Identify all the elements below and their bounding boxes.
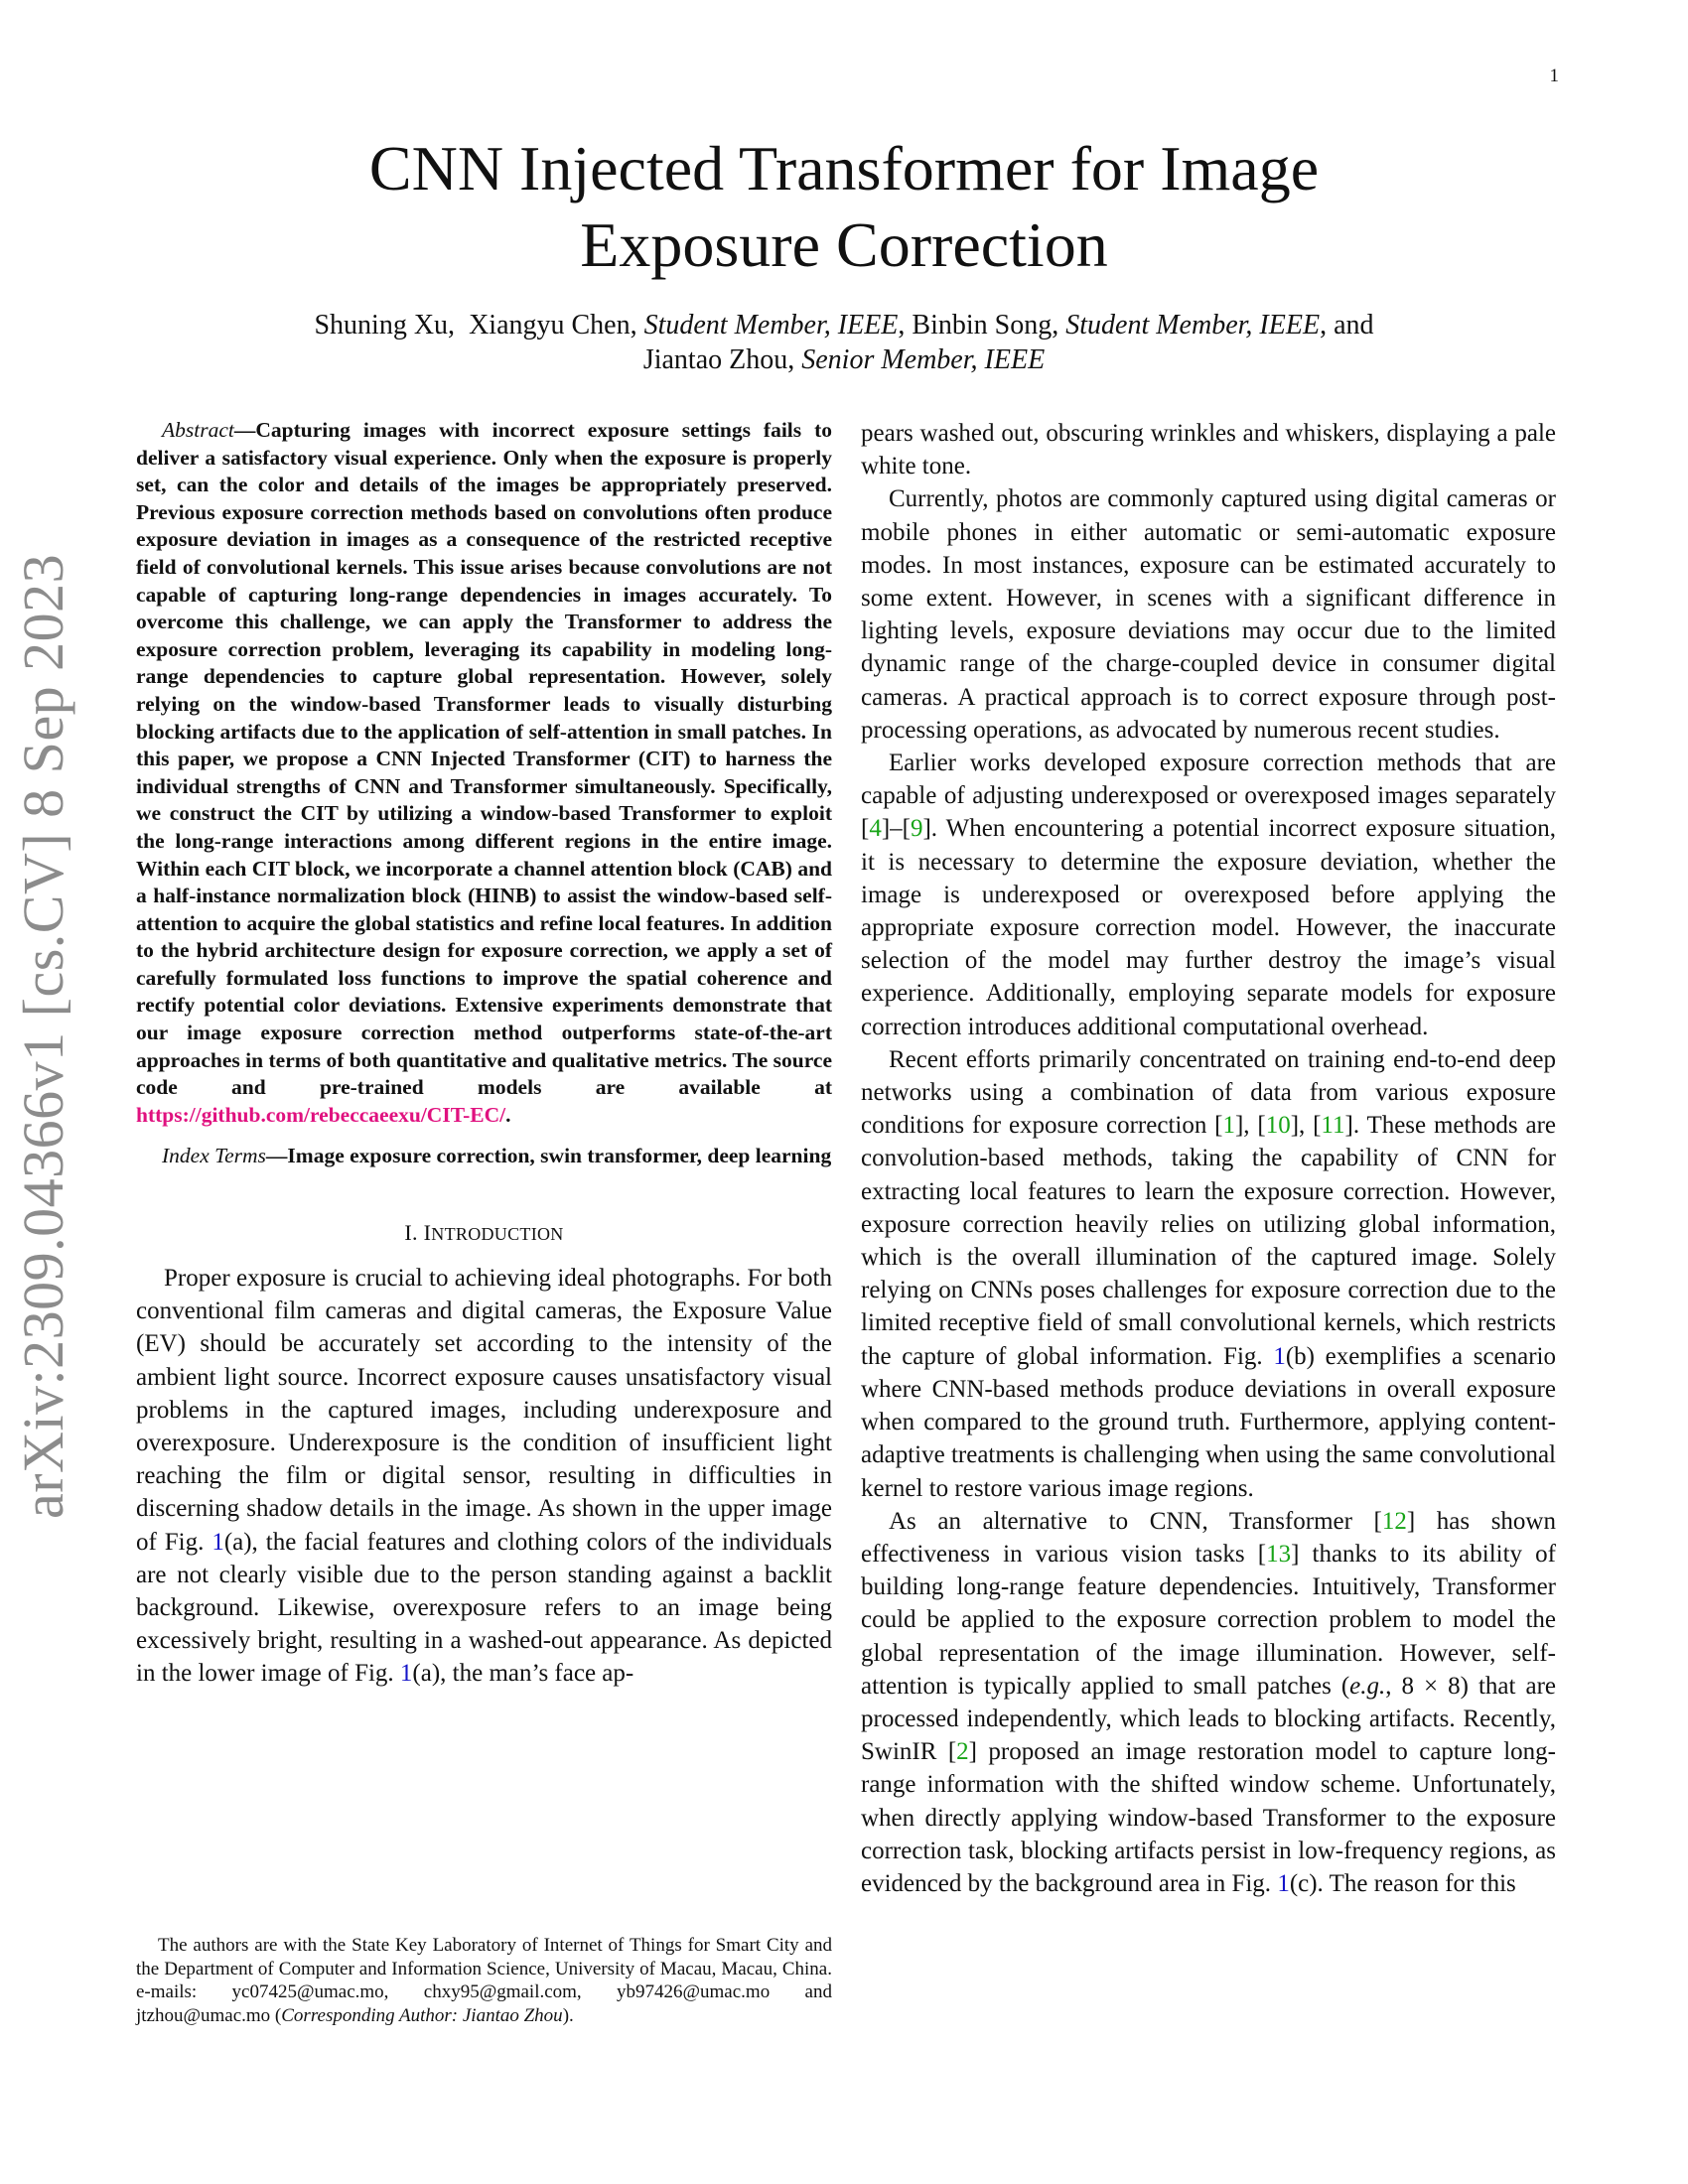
author-role: Student Member, IEEE [643,310,899,341]
right-column [861,417,1556,1900]
title-line-2: Exposure Correction [580,208,1108,280]
index-terms-dash: — [265,1144,288,1168]
intro-paragraph [136,1262,832,1691]
citation[interactable]: 2 [956,1738,969,1766]
section-rest: NTRODUCTION [431,1224,564,1245]
text-run: (a), the man’s face ap- [412,1660,634,1688]
text-run: Proper exposure is crucial to achieving ideal photographs. For both conventional film cameras and digital cameras, the Exposure Value (EV) should be accurately set according to the intensity of the ambient light source. Incorrect exposure causes unsatisfactory visual problems in the captured images, including underexposure and overexposure. Underexposure is the condition of insufficient light reaching the film or digital sensor, resulting in difficulties in discerning shadow details in the image. As shown in the upper image of Fig. [136,1265,832,1556]
footnote-text: The authors are with the State Key Laboratory of Internet of Things for Smart City and the Department of Computer and Information Science, University of Macau, Macau, China. e-mails: yc07425@umac.mo, chxy95@gmail.com, yb97426@umac.mo and jtzhou@umac.mo ( [136,1935,832,2026]
abstract-text: Capturing images with incorrect exposure settings fails to deliver a satisfactory visual experience. Only when the exposure is properly set, can the color and details of the images be appropriately preserved. Previous exposure correction methods based on convolutions often produce exposure deviation in images as a consequence of the restricted receptive field of convolutional kernels. This issue arises because convolutions are not capable of capturing long-range dependencies in images accurately. To overcome this challenge, we can apply the Transformer to address the exposure correction problem, leveraging its capability in modeling long-range dependencies to capture global representation. However, solely relying on the window-based Transformer leads to visually disturbing blocking artifacts due to the application of self-attention in small patches. In this paper, we propose a CNN Injected Transformer (CIT) to harness the individual strengths of CNN and Transformer simultaneously. Specifically, we construct the CIT by utilizing a window-based Transformer to exploit the long-range interactions among different regions in the entire image. Within each CIT block, we incorporate a channel attention block (CAB) and a half-instance normalization block (HINB) to assist the window-based self-attention to acquire the global statistics and refine local features. In addition to the hybrid architecture design for exposure correction, we apply a set of carefully formulated loss functions to improve the spatial coherence and rectify potential color deviations. Extensive experiments demonstrate that our image exposure correction method outperforms state-of-the-art approaches in terms of both quantitative and qualitative metrics. The source code and pre-trained models are available at [136,418,832,1100]
text-run: ]. These methods are convolution-based methods, taking the capability of CNN for extracting local features to learn the exposure correction. However, exposure correction heavily relies on utilizing global information, which is the overall illumination of the captured image. Solely relying on CNNs poses challenges for exposure correction due to the limited receptive field of small convolutional kernels, which restricts the capture of global information. Fig. [861,1112,1556,1370]
figure-ref[interactable]: 1 [1277,1869,1290,1897]
paragraph-transformer [861,1505,1556,1900]
code-link[interactable]: https://github.com/rebeccaeexu/CIT-EC/ [136,1102,506,1127]
citation[interactable]: 11 [1321,1112,1345,1140]
author-name: Binbin Song, [912,310,1059,341]
paragraph-earlier-works [861,747,1556,1043]
section-initial: I [423,1220,432,1246]
text-run: Earlier works developed exposure correction methods that are capable of adjusting underexposed or overexposed images separately [ [861,750,1556,843]
text-run-italic: e.g. [1349,1672,1386,1700]
citation[interactable]: 4 [869,815,882,843]
author-name: Jiantao Zhou, [642,344,795,375]
text-run: ], [ [1290,1112,1322,1140]
text-run: ] thanks to its ability of building long-range feature dependencies. Intuitively, Transformer could be applied to the exposure correction problem to model the global representation of the image illumination. However, self-attention is typically applied to small patches ( [861,1540,1556,1700]
index-terms-label: Index Terms [162,1144,266,1168]
author-role: Senior Member, IEEE [801,344,1046,375]
citation[interactable]: 9 [910,815,923,843]
text-run: As an alternative to CNN, Transformer [ [889,1507,1382,1535]
text-run: (a), the facial features and clothing colors of the individuals are not clearly visible due to the person standing against a backlit background. Likewise, overexposure refers to an image being excessively bright, resulting in a washed-out appearance. As depicted in the lower image of Fig. [136,1528,832,1688]
index-terms [136,1143,832,1170]
abstract-dash: — [233,418,256,442]
figure-ref[interactable]: 1 [211,1528,224,1556]
figure-ref[interactable]: 1 [1273,1342,1286,1370]
paragraph-recent-efforts [861,1043,1556,1505]
author-list: Shuning Xu, Xiangyu Chen, Student Member, IEEE, Binbin Song, Student Member, IEEE, and Jiantao Zhou, Senior Member, IEEE [314,310,1374,375]
text-run: ], [ [1234,1112,1266,1140]
footnote-corresponding: Corresponding Author: Jiantao Zhou [281,2004,563,2026]
author-footnote [136,1934,832,2027]
paragraph-continuation: pears washed out, obscuring wrinkles and whiskers, displaying a pale white tone. [861,420,1556,480]
text-run: Recent efforts primarily concentrated on training end-to-end deep networks using a combination of data from various exposure conditions for exposure correction [ [861,1045,1556,1140]
text-run: ]–[ [881,815,911,843]
author-name: Shuning Xu, [314,310,456,341]
paragraph-capture-modes: Currently, photos are commonly captured using digital cameras or mobile phones in either automatic or semi-automatic exposure modes. In most instances, exposure can be estimated accurately to some extent. However, in scenes with a significant difference in lighting levels, exposure deviations may occur due to the limited dynamic range of the charge-coupled device in consumer digital cameras. A practical approach is to correct exposure through post-processing operations, as advocated by numerous recent studies. [861,485,1556,744]
abstract-label: Abstract [162,418,234,442]
left-column [136,417,832,1691]
section-number: I. [404,1220,418,1246]
text-run: ] proposed an image restoration model to capture long-range information with the shifted window scheme. Unfortunately, when directly applying window-based Transformer to the exposure correction task, blocking artifacts persist in low-frequency regions, as evidenced by the background area in Fig. [861,1738,1556,1897]
text-run: ] has shown effectiveness in various vision tasks [ [861,1507,1556,1568]
footnote-end: ). [562,2004,574,2026]
citation[interactable]: 12 [1381,1507,1407,1535]
citation[interactable]: 10 [1265,1112,1291,1140]
section-heading-introduction [136,1220,832,1246]
abstract [136,417,832,1129]
text-run: , 8 × 8) that are processed independently, which leads to blocking artifacts. Recently, SwinIR [ [861,1672,1556,1766]
index-terms-text: Image exposure correction, swin transformer, deep learning [287,1144,832,1168]
arxiv-stamp: arXiv:2309.04366v1 [cs.CV] 8 Sep 2023 [11,553,75,1519]
citation[interactable]: 1 [1222,1112,1235,1140]
author-name: Xiangyu Chen, [469,310,637,341]
citation[interactable]: 13 [1266,1540,1292,1568]
title-line-1: CNN Injected Transformer for Image [368,133,1320,204]
text-run: (c). The reason for this [1289,1869,1516,1897]
text-run: ]. When encountering a potential incorrect exposure situation, it is necessary to determine the exposure deviation, whether the image is underexposed or overexposed before applying the appropriate exposure correction model. However, the inaccurate selection of the model may further destroy the image’s visual experience. Additionally, employing separate models for exposure correction introduces additional computational overhead. [861,815,1556,1040]
author-role: Student Member, IEEE [1065,310,1321,341]
abstract-end: . [505,1102,511,1127]
paper-title [199,131,1489,284]
text-run: (b) exemplifies a scenario where CNN-based methods produce deviations in overall exposure when compared to the ground truth. Furthermore, applying content-adaptive treatments is challenging when using the same convolutional kernel to restore various image regions. [861,1342,1556,1502]
page-number: 1 [1549,66,1559,86]
figure-ref[interactable]: 1 [399,1660,413,1688]
author-conjunction: and [1334,310,1374,341]
